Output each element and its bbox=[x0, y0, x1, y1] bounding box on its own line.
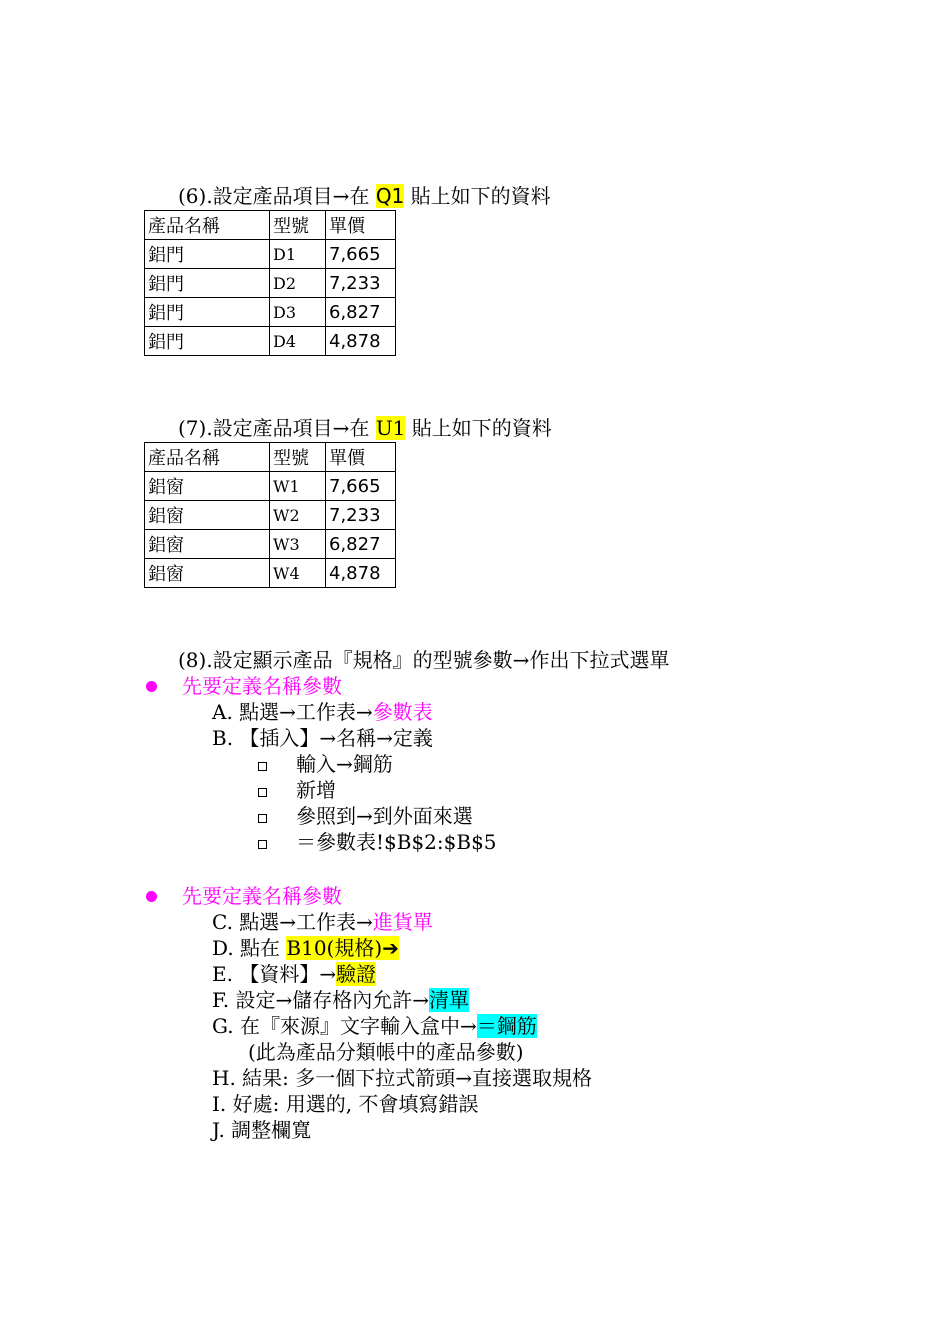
cell-product: 鋁門 bbox=[145, 240, 270, 269]
header-model: 型號 bbox=[270, 211, 326, 240]
table-row bbox=[145, 269, 396, 298]
cell-model: D2 bbox=[270, 269, 326, 298]
table-row bbox=[145, 327, 396, 356]
cell-ref-highlight: Q1 bbox=[375, 184, 405, 208]
table-row bbox=[145, 501, 396, 530]
table-header-row bbox=[145, 443, 396, 472]
sub-step: 輸入→鋼筋 bbox=[296, 752, 393, 776]
step-a bbox=[212, 700, 433, 724]
header-model: 型號 bbox=[270, 443, 326, 472]
step-highlight: 參數表 bbox=[372, 700, 433, 724]
cell-product: 鋁門 bbox=[145, 269, 270, 298]
step-text: G. 在『來源』文字輸入盒中→ bbox=[212, 1014, 477, 1038]
step-j: J. 調整欄寬 bbox=[212, 1118, 312, 1142]
square-bullet-icon bbox=[258, 840, 267, 849]
step-text: F. 設定→儲存格內允許→ bbox=[212, 988, 429, 1012]
cell-product: 鋁窗 bbox=[145, 530, 270, 559]
sub-step: 新增 bbox=[296, 778, 336, 802]
step-highlight: 驗證 bbox=[336, 962, 377, 986]
square-bullet-icon bbox=[258, 814, 267, 823]
bullet-dot-icon bbox=[146, 891, 157, 902]
product-table-doors bbox=[144, 210, 396, 356]
square-bullet-icon bbox=[258, 762, 267, 771]
cell-model: D3 bbox=[270, 298, 326, 327]
cell-ref-highlight: U1 bbox=[375, 416, 406, 440]
step-h: H. 結果: 多一個下拉式箭頭→直接選取規格 bbox=[212, 1066, 593, 1090]
cell-model: W3 bbox=[270, 530, 326, 559]
bullet-dot-icon bbox=[146, 681, 157, 692]
header-product-name: 產品名稱 bbox=[145, 443, 270, 472]
step-highlight: ＝鋼筋 bbox=[476, 1014, 537, 1038]
step-b: B. 【插入】→名稱→定義 bbox=[212, 726, 433, 750]
sub-step: 參照到→到外面來選 bbox=[296, 804, 473, 828]
table-row bbox=[145, 472, 396, 501]
table-row bbox=[145, 530, 396, 559]
cell-price: 4,878 bbox=[326, 559, 396, 588]
header-price: 單價 bbox=[326, 443, 396, 472]
sub-step: ＝參數表!$B$2:$B$5 bbox=[296, 830, 497, 854]
step-highlight: 進貨單 bbox=[372, 910, 433, 934]
heading-text-tail: 貼上如下的資料 bbox=[404, 184, 551, 208]
cell-price: 6,827 bbox=[326, 298, 396, 327]
cell-product: 鋁窗 bbox=[145, 559, 270, 588]
cell-model: W4 bbox=[270, 559, 326, 588]
cell-price: 7,233 bbox=[326, 269, 396, 298]
step-i: I. 好處: 用選的, 不會填寫錯誤 bbox=[212, 1092, 479, 1116]
bullet-text-define-names: 先要定義名稱參數 bbox=[182, 674, 342, 698]
section-8-heading: (8).設定顯示產品『規格』的型號參數→作出下拉式選單 bbox=[178, 648, 670, 672]
square-bullet-icon bbox=[258, 788, 267, 797]
section-7-heading bbox=[178, 416, 552, 440]
section-6-heading bbox=[178, 184, 551, 208]
heading-text: (7).設定產品項目→在 bbox=[178, 416, 376, 440]
heading-text: (6).設定產品項目→在 bbox=[178, 184, 376, 208]
header-price: 單價 bbox=[326, 211, 396, 240]
cell-model: W1 bbox=[270, 472, 326, 501]
table-row bbox=[145, 298, 396, 327]
cell-price: 6,827 bbox=[326, 530, 396, 559]
step-f bbox=[212, 988, 469, 1012]
cell-model: D4 bbox=[270, 327, 326, 356]
step-text: E. 【資料】→ bbox=[212, 962, 337, 986]
step-g-note: (此為產品分類帳中的產品參數) bbox=[248, 1040, 524, 1064]
step-text: D. 點在 bbox=[212, 936, 287, 960]
cell-model: W2 bbox=[270, 501, 326, 530]
header-product-name: 產品名稱 bbox=[145, 211, 270, 240]
step-text: C. 點選→工作表→ bbox=[212, 910, 373, 934]
table-header-row bbox=[145, 211, 396, 240]
step-highlight: B10(規格)➔ bbox=[286, 936, 399, 960]
table-row bbox=[145, 240, 396, 269]
cell-price: 7,665 bbox=[326, 240, 396, 269]
cell-price: 4,878 bbox=[326, 327, 396, 356]
product-table-windows bbox=[144, 442, 396, 588]
step-text: A. 點選→工作表→ bbox=[212, 700, 373, 724]
heading-text-tail: 貼上如下的資料 bbox=[405, 416, 552, 440]
cell-product: 鋁門 bbox=[145, 327, 270, 356]
step-c bbox=[212, 910, 433, 934]
step-highlight: 清單 bbox=[429, 988, 469, 1012]
cell-price: 7,233 bbox=[326, 501, 396, 530]
cell-product: 鋁窗 bbox=[145, 472, 270, 501]
cell-product: 鋁窗 bbox=[145, 501, 270, 530]
cell-price: 7,665 bbox=[326, 472, 396, 501]
table-row bbox=[145, 559, 396, 588]
step-d bbox=[212, 936, 399, 960]
bullet-text-define-names: 先要定義名稱參數 bbox=[182, 884, 342, 908]
step-g bbox=[212, 1014, 537, 1038]
step-e bbox=[212, 962, 376, 986]
cell-model: D1 bbox=[270, 240, 326, 269]
cell-product: 鋁門 bbox=[145, 298, 270, 327]
